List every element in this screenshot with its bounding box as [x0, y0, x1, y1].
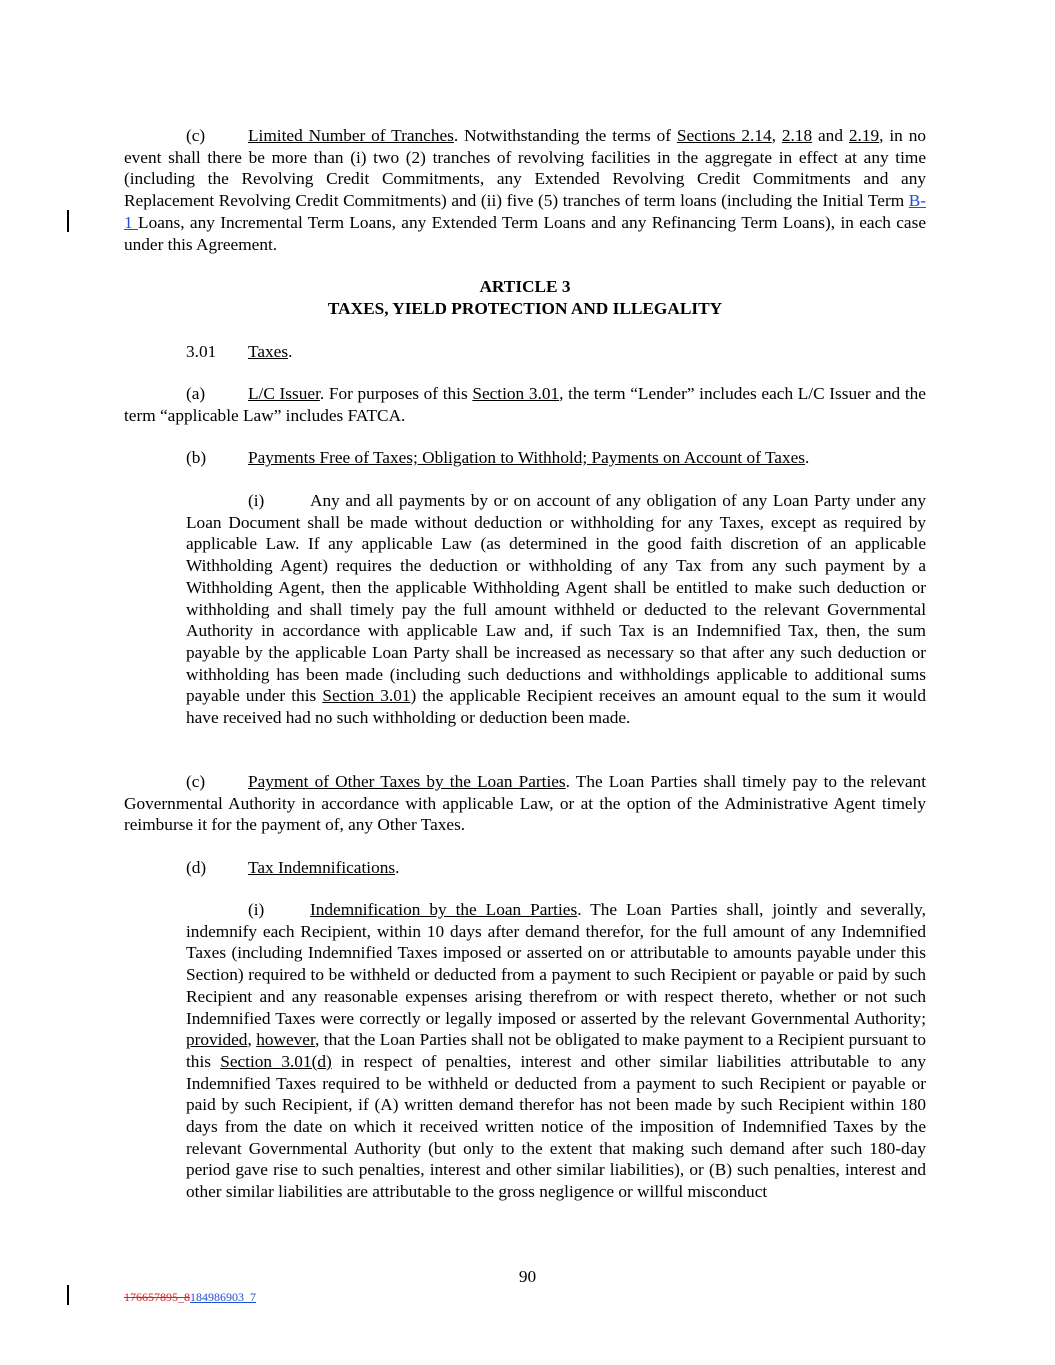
paragraph-heading: Limited Number of Tranches: [248, 126, 454, 145]
paragraph-text: , that the Loan Parties shall not be obligated to make payment to a Recipient pursuant to this: [186, 1030, 926, 1071]
paragraph-label: (a): [186, 384, 206, 403]
section-reference: Section 3.01: [322, 686, 411, 706]
deleted-document-id: 176657895_8: [124, 1290, 190, 1304]
paragraph-text: , the term “Lender” includes each L/C Issuer and the term “applicable Law” includes FATCA.: [124, 384, 926, 425]
paragraph-text: . The Loan Parties shall, jointly and severally, indemnify each Recipient, within 10 days after demand therefor, for the full amount of any Indemnified Taxes (including Indemnified Taxes imposed or asserted on or attributable to amounts payable under this Section) required to be withheld or deducted from a payment to such Recipient or payable or paid by such Recipient and any reasonable expenses arising therefrom or with respect thereto, whether or not such Indemnified Taxes were correctly or legally imposed or asserted by the relevant Governmental Authority;: [186, 900, 926, 1028]
paragraph-d-i: [186, 899, 926, 1203]
paragraph-heading: Indemnification by the Loan Parties: [310, 900, 578, 919]
paragraph-text: ) the applicable Recipient receives an amount equal to the sum it would have received had no such withholding or deduction been made.: [186, 686, 927, 728]
punctuation: .: [805, 448, 810, 467]
paragraph-c-tranches: [124, 125, 926, 255]
punctuation: .: [288, 342, 293, 361]
section-number: 3.01: [186, 342, 217, 361]
however-term: however: [256, 1030, 316, 1050]
paragraph-a: [124, 383, 926, 426]
paragraph-heading: Payments Free of Taxes; Obligation to Withhold; Payments on Account of Taxes: [248, 448, 806, 467]
paragraph-text: . The Loan Parties shall timely pay to the relevant Governmental Authority in accordance with applicable Law, or at the option of the Administrative Agent timely reimburse it for the payment of, any Other Taxes.: [124, 772, 926, 835]
paragraph-label: (c): [186, 772, 206, 791]
paragraph-text: Loans, any Incremental Term Loans, any Extended Term Loans and any Refinancing Term Loans), in each case under this Agreement.: [124, 212, 926, 254]
punctuation: ,: [247, 1030, 257, 1050]
provided-term: provided: [186, 1030, 248, 1050]
section-reference: Section 3.01: [472, 384, 560, 403]
section-reference: 2.19: [848, 126, 880, 145]
section-heading-301: [124, 341, 926, 363]
paragraph-label: (i): [248, 491, 265, 510]
page-number: 90: [518, 1267, 537, 1286]
paragraph-b-i: [186, 490, 926, 729]
paragraph-text: in respect of penalties, interest and other similar liabilities attributable to any Indemnified Taxes required to be withheld or deducted from a payment to such Recipient or payable or paid by such Recipient, if (A) written demand therefor has not been made by such Recipient within 180 days from the date on which it received written notice of the imposition of Indemnified Taxes by the relevant Governmental Authority (but only to the extent that making such demand after such 180-day period gave rise to such penalties, interest and other similar liabilities), or (B) such penalties, interest and other similar liabilities are attributable to the gross negligence or willful misconduct: [186, 1051, 926, 1202]
paragraph-text: . Notwithstanding the terms of: [453, 126, 677, 145]
punctuation: .: [395, 858, 400, 877]
inserted-document-id: 184986903_7: [190, 1290, 256, 1304]
section-title: Taxes: [248, 342, 289, 361]
section-reference: 2.18: [781, 126, 813, 145]
article-number: ARTICLE 3: [479, 277, 571, 296]
paragraph-heading: Tax Indemnifications: [248, 858, 396, 877]
section-reference: Sections 2.14: [676, 126, 772, 145]
paragraph-text: ,: [771, 126, 782, 145]
change-bar: [67, 210, 69, 232]
paragraph-text: Any and all payments by or on account of any obligation of any Loan Party under any Loan Document shall be made without deduction or withholding for any Taxes, except as required by applicable Law. If any applicable Law (as determined in the good faith discretion of an applicable Withholding Agent) requires the deduction or withholding of any Tax from any such payment by a Withholding Agent, then the applicable Withholding Agent shall be entitled to make such deduction or withholding and shall timely pay the full amount withheld or deducted to the relevant Governmental Authority in accordance with applicable Law and, if such Tax is an Indemnified Tax, then, the sum payable by the applicable Loan Party shall be increased as necessary so that after any such deduction or withholding has been made (including such deductions and withholdings applicable to additional sums payable under this: [186, 491, 926, 706]
paragraph-text: and: [812, 126, 849, 145]
paragraph-heading: L/C Issuer: [248, 384, 320, 403]
paragraph-label: (i): [248, 900, 265, 919]
paragraph-text: , in no event shall there be more than (i) two (2) tranches of revolving facilities in the aggregate in effect at any time (including the Revolving Credit Commitments, any Extended Revolving Credit Commitments and any Replacement Revolving Credit Commitments) and (ii) five (5) tranches of term loans (including the Initial Term: [124, 126, 926, 211]
section-reference: Section 3.01(d): [220, 1051, 332, 1071]
inserted-text: B-1: [124, 191, 926, 232]
paragraph-b: [124, 447, 926, 469]
paragraph-heading: Payment of Other Taxes by the Loan Parties: [248, 772, 566, 791]
paragraph-label: (c): [186, 126, 206, 145]
change-bar-footer: [67, 1285, 69, 1305]
document-id: [124, 1290, 256, 1305]
article-title: TAXES, YIELD PROTECTION AND ILLEGALITY: [327, 299, 723, 318]
paragraph-label: (b): [186, 448, 207, 467]
paragraph-label: (d): [186, 858, 207, 877]
paragraph-d: [124, 857, 926, 879]
paragraph-text: . For purposes of this: [319, 384, 473, 403]
paragraph-c-other-taxes: [124, 771, 926, 836]
